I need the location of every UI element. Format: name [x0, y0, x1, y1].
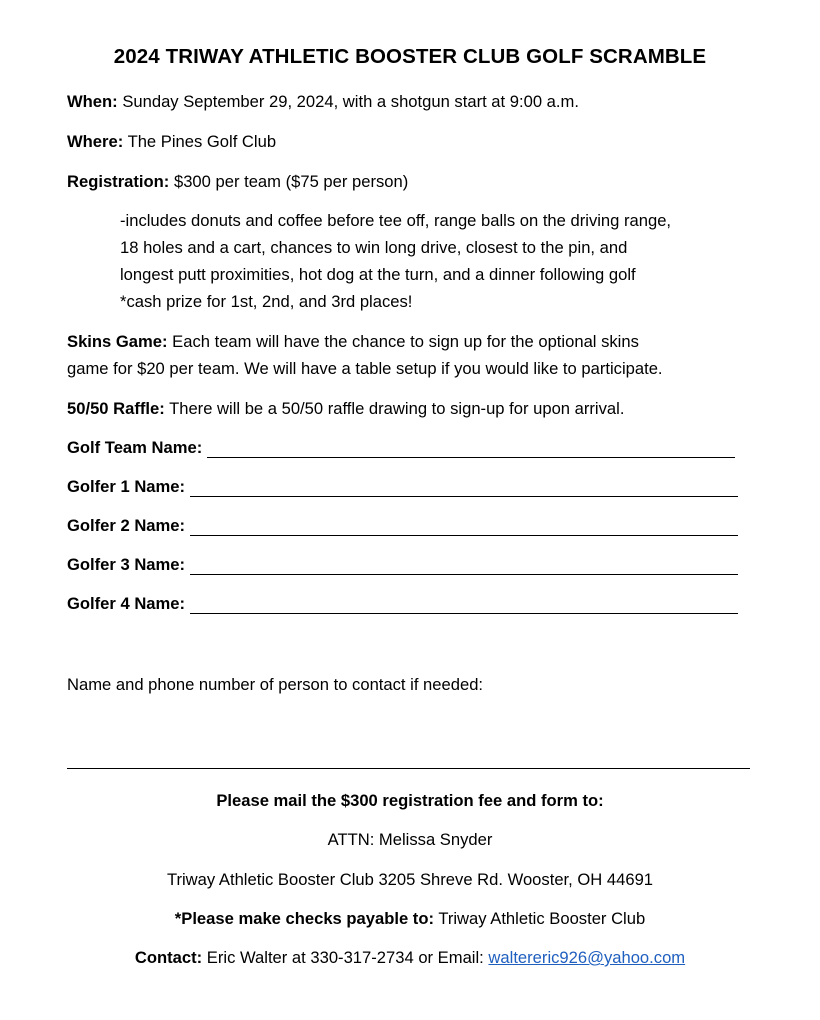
mail-address: Triway Athletic Booster Club 3205 Shreve Rd. Wooster, OH 44691: [166, 870, 654, 889]
field-label: Golfer 2 Name:: [67, 516, 186, 535]
field-label: Golfer 4 Name:: [67, 594, 186, 613]
field-label: Golf Team Name:: [67, 438, 203, 457]
contact-label: Contact:: [134, 948, 203, 967]
where-value: The Pines Golf Club: [127, 132, 277, 151]
fill-in-line[interactable]: [190, 599, 738, 614]
email-link[interactable]: waltereric926@yahoo.com: [488, 948, 686, 967]
when-value: Sunday September 29, 2024, with a shotgun start at 9:00 a.m.: [122, 92, 579, 111]
registration-detail: -includes donuts and coffee before tee off, range balls on the driving range,: [120, 211, 672, 230]
fill-in-line[interactable]: [190, 482, 738, 497]
skins-line-2: game for $20 per team. We will have a table setup if you would like to participate.: [67, 359, 663, 378]
registration-detail: 18 holes and a cart, chances to win long drive, closest to the pin, and: [120, 238, 628, 257]
mail-heading: Please mail the $300 registration fee and form to:: [216, 791, 604, 810]
raffle-value: There will be a 50/50 raffle drawing to sign-up for upon arrival.: [169, 399, 625, 418]
fill-in-line[interactable]: [207, 443, 735, 458]
when-line: [67, 92, 579, 112]
contact-value: Eric Walter at 330-317-2734 or Email:: [206, 948, 484, 967]
when-label: When:: [67, 92, 118, 111]
payable-value: Triway Athletic Booster Club: [438, 909, 646, 928]
where-label: Where:: [67, 132, 124, 151]
skins-text: Each team will have the chance to sign up for the optional skins: [172, 332, 639, 351]
golfer-4-name-field[interactable]: [67, 594, 738, 614]
mail-attn: ATTN: Melissa Snyder: [327, 830, 493, 849]
contact-prompt: Name and phone number of person to contact if needed:: [67, 675, 484, 694]
registration-value: $300 per team ($75 per person): [173, 172, 409, 191]
golfer-3-name-field[interactable]: [67, 555, 738, 575]
raffle-line: [67, 399, 624, 419]
raffle-label: 50/50 Raffle:: [67, 399, 165, 418]
golfer-1-name-field[interactable]: [67, 477, 738, 497]
contact-fill-in-line[interactable]: [67, 768, 750, 769]
fill-in-line[interactable]: [190, 560, 738, 575]
golfer-2-name-field[interactable]: [67, 516, 738, 536]
registration-line: [67, 172, 408, 192]
field-label: Golfer 3 Name:: [67, 555, 186, 574]
registration-detail: *cash prize for 1st, 2nd, and 3rd places!: [120, 292, 413, 311]
payable-line: [0, 909, 820, 929]
registration-label: Registration:: [67, 172, 170, 191]
skins-label: Skins Game:: [67, 332, 168, 351]
contact-line: [0, 948, 820, 968]
where-line: [67, 132, 276, 152]
payable-label: *Please make checks payable to:: [174, 909, 434, 928]
golf-team-name-field[interactable]: [67, 438, 735, 458]
page-title: 2024 TRIWAY ATHLETIC BOOSTER CLUB GOLF SCRAMBLE: [113, 45, 707, 68]
field-label: Golfer 1 Name:: [67, 477, 186, 496]
fill-in-line[interactable]: [190, 521, 738, 536]
skins-line: [67, 332, 639, 352]
registration-detail: longest putt proximities, hot dog at the turn, and a dinner following golf: [120, 265, 636, 284]
